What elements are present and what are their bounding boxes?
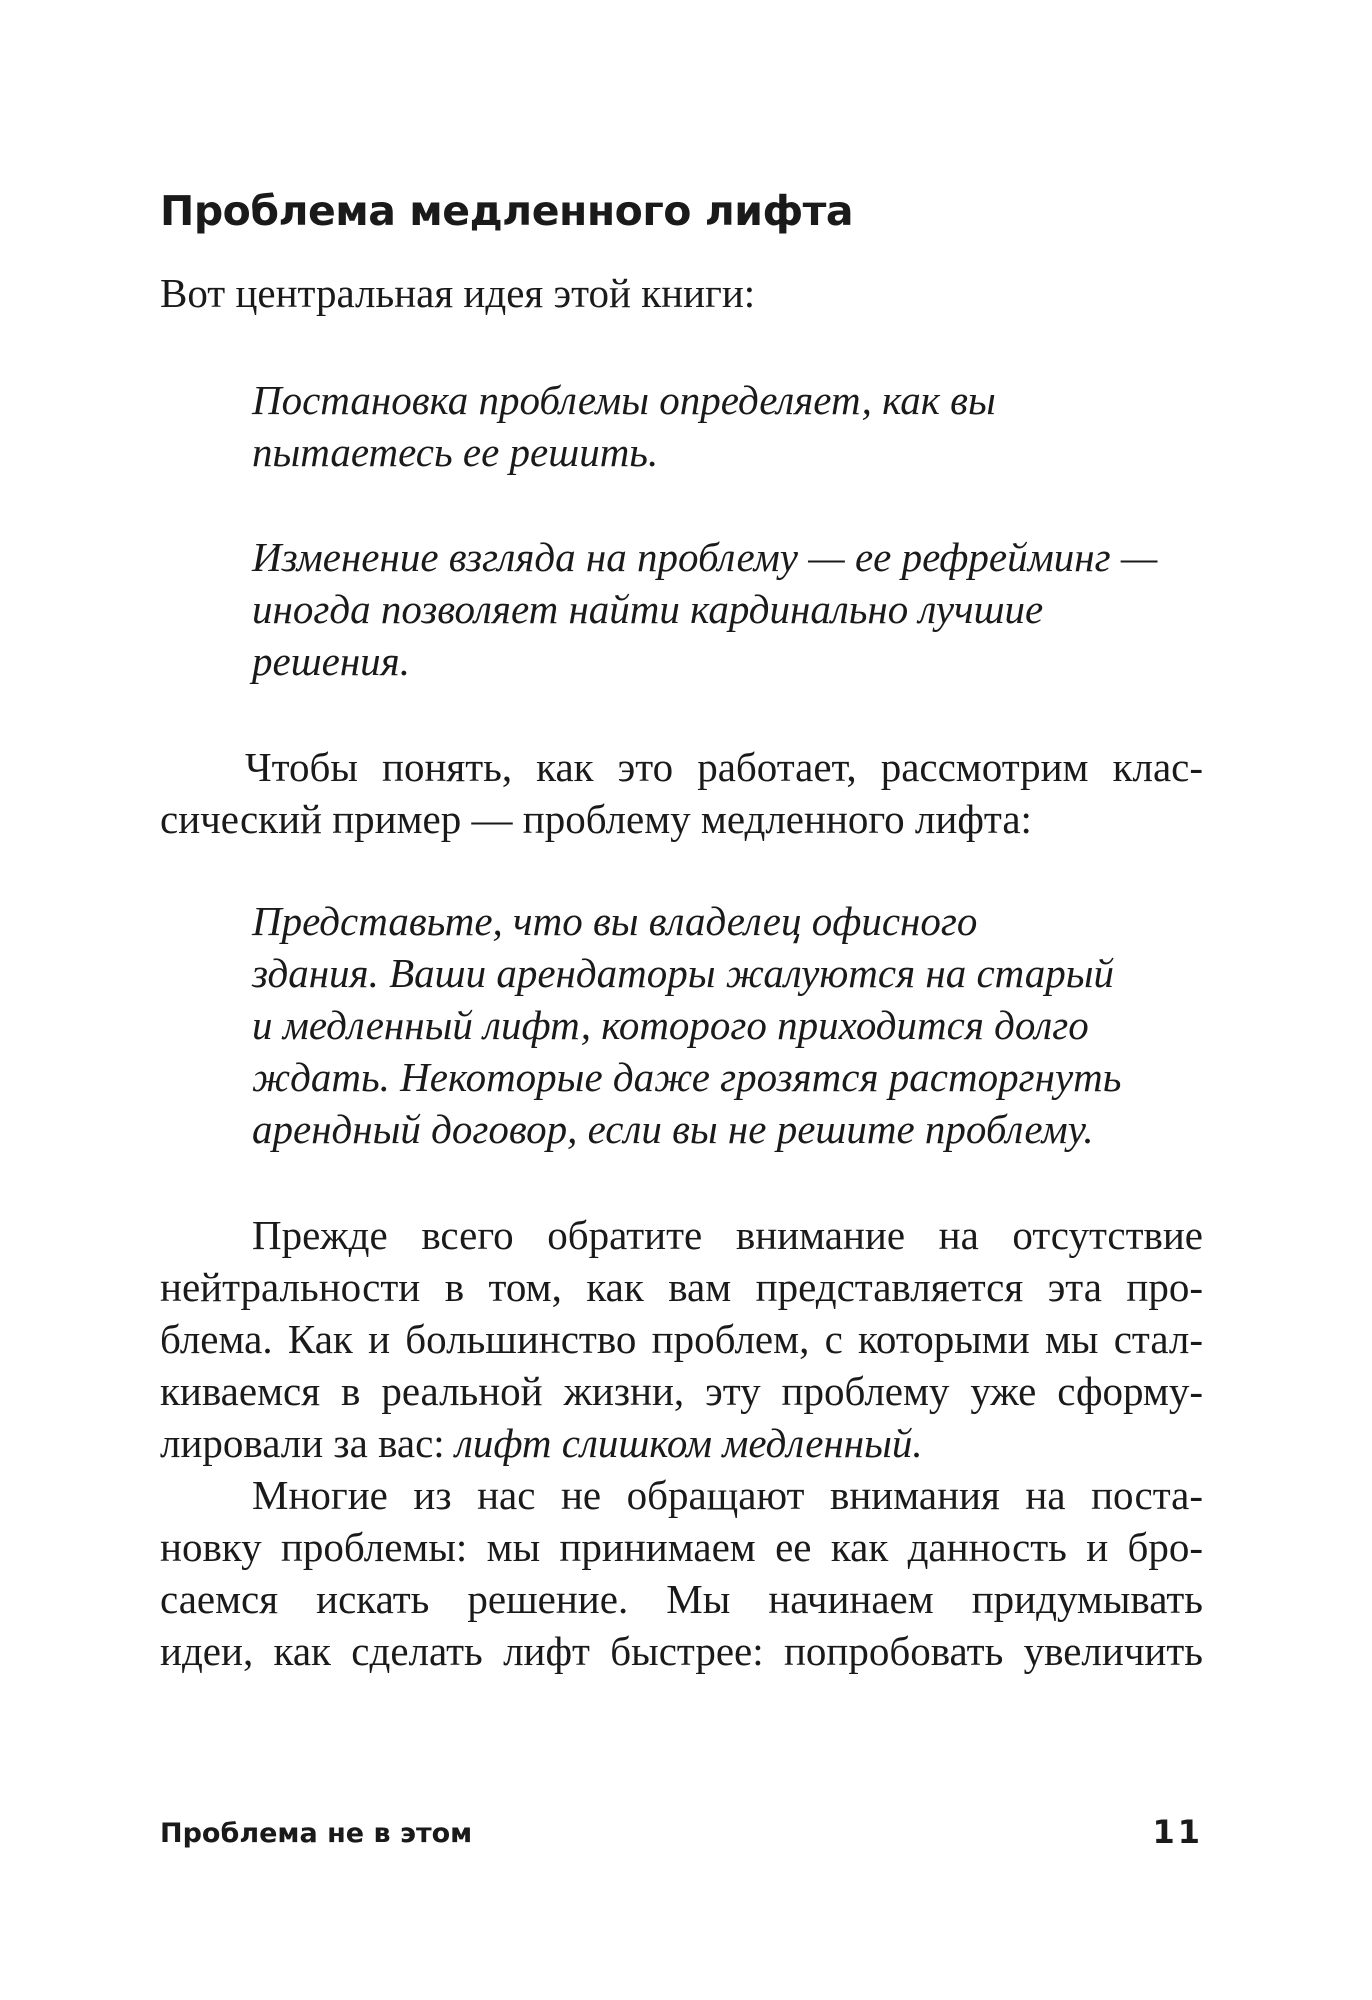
- paragraph-line: [160, 1418, 1203, 1468]
- paragraph-line: Чтобы понять, как это работает, рассмотрим клас-: [245, 744, 1203, 790]
- quote-line: и медленный лифт, которого приходится долго: [252, 1002, 1089, 1048]
- paragraph-line: Прежде всего обратите внимание на отсутствие: [252, 1212, 1203, 1258]
- running-title: Проблема не в этом: [160, 1818, 473, 1849]
- paragraph-line: идеи, как сделать лифт быстрее: попробовать увеличить: [160, 1628, 1203, 1674]
- paragraph-text: лировали за вас:: [160, 1420, 455, 1466]
- paragraph-line: саемся искать решение. Мы начинаем придумывать: [160, 1576, 1203, 1622]
- quote-line: Представьте, что вы владелец офисного: [252, 898, 978, 944]
- quote-line: Постановка проблемы определяет, как вы: [252, 377, 996, 423]
- quote-line: иногда позволяет найти кардинально лучшие: [252, 586, 1044, 632]
- quote-line: решения.: [252, 638, 410, 684]
- page-number: 11: [1152, 1813, 1203, 1851]
- section-heading: Проблема медленного лифта: [160, 187, 854, 235]
- intro-line: Вот центральная идея этой книги:: [160, 270, 756, 316]
- emphasis-text: лифт слишком медленный.: [454, 1420, 923, 1466]
- paragraph-line: нейтральности в том, как вам представляется эта про-: [160, 1264, 1203, 1310]
- quote-line: пытаетесь ее решить.: [252, 429, 659, 475]
- quote-line: здания. Ваши арендаторы жалуются на старый: [252, 950, 1115, 996]
- quote-line: ждать. Некоторые даже грозятся расторгнуть: [252, 1054, 1122, 1100]
- paragraph-line: блема. Как и большинство проблем, с которыми мы стал-: [160, 1316, 1203, 1362]
- quote-line: Изменение взгляда на проблему — ее рефрейминг —: [252, 534, 1158, 580]
- paragraph-line: новку проблемы: мы принимаем ее как данность и бро-: [160, 1524, 1203, 1570]
- paragraph-line: сический пример — проблему медленного лифта:: [160, 796, 1032, 842]
- quote-line: арендный договор, если вы не решите проблему.: [252, 1106, 1094, 1152]
- paragraph-line: киваемся в реальной жизни, эту проблему уже сформу-: [160, 1368, 1203, 1414]
- paragraph-line: Многие из нас не обращают внимания на поста-: [252, 1472, 1203, 1518]
